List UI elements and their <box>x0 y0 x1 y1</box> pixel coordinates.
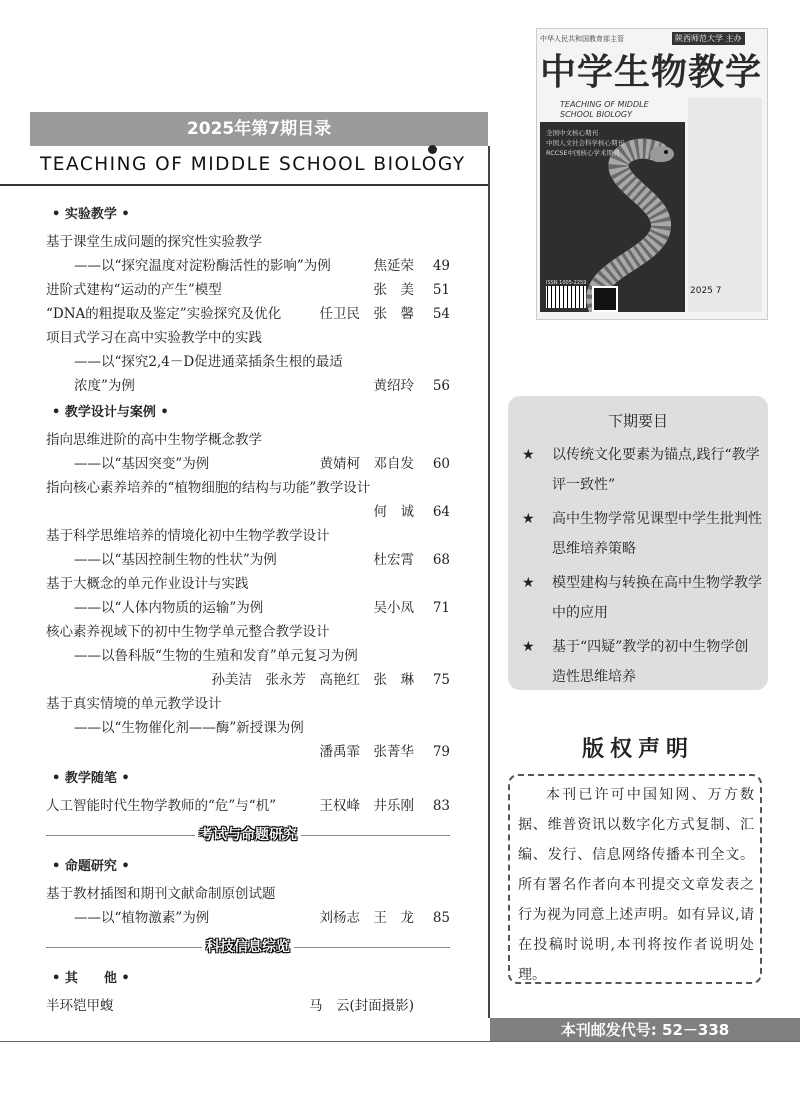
toc-entry <box>46 596 450 620</box>
star-icon: ★ <box>522 575 535 591</box>
cover-issue-label: 2025 7 <box>690 286 722 296</box>
postal-code-band: 本刊邮发代号: 52－338 <box>490 1018 800 1042</box>
toc-entry <box>46 644 450 668</box>
section-heading: • 其 他 • <box>52 971 130 986</box>
toc-entry <box>46 254 450 278</box>
entry-author: 刘杨志 王 龙 <box>319 910 414 926</box>
bottom-rule <box>0 1041 800 1042</box>
entry-author: 王权峰 井乐刚 <box>319 798 414 814</box>
entry-author: 马 云(封面摄影) <box>308 998 414 1014</box>
entry-title: 基于科学思维培养的情境化初中生物学教学设计 <box>46 528 330 544</box>
entry-author: 任卫民 张 馨 <box>319 306 414 322</box>
entry-page: 71 <box>432 600 450 616</box>
entry-page: 79 <box>432 744 450 760</box>
cover-english-line1: TEACHING OF MIDDLE <box>560 100 649 109</box>
toc-entry <box>46 620 450 644</box>
section-heading: • 命题研究 • <box>52 859 130 874</box>
barcode <box>546 286 586 308</box>
next-issue-title: 下期要目 <box>607 412 668 430</box>
entry-page: 60 <box>432 456 450 472</box>
next-issue-item <box>516 504 762 564</box>
entry-title: ——以“探究温度对淀粉酶活性的影响”为例 <box>74 258 331 274</box>
entry-title: 项目式学习在高中实验教学中的实践 <box>46 330 262 346</box>
cover-logo: 中学生物教学 <box>540 51 763 93</box>
toc-entry <box>46 302 450 326</box>
entry-author: 黄绍玲 <box>373 378 414 394</box>
next-issue-list <box>516 440 762 696</box>
entry-page: 56 <box>432 378 450 394</box>
cover-note: 全国中文核心期刊 <box>546 129 598 137</box>
entry-page: 83 <box>432 798 450 814</box>
toc-entry <box>46 452 450 476</box>
entry-title: ——以“基因控制生物的性状”为例 <box>74 552 277 568</box>
entry-page: 75 <box>432 672 450 688</box>
toc-entry <box>46 692 450 716</box>
entry-page: 64 <box>432 504 450 520</box>
section-heading: • 实验教学 • <box>52 207 130 222</box>
entry-author: 何 诚 <box>373 504 414 520</box>
next-issue-text: 以传统文化要素为锚点,践行“教学评一致性” <box>552 447 760 493</box>
entry-page: 68 <box>432 552 450 568</box>
cover-issn: ISSN 1005-2259 <box>546 280 587 286</box>
category-divider <box>46 818 450 852</box>
entry-title: ——以“探究2,4－D促进通菜插条生根的最适 <box>74 354 343 370</box>
section-heading: • 教学设计与案例 • <box>52 405 169 420</box>
toc-entry <box>46 428 450 452</box>
entry-title: “DNA的粗提取及鉴定”实验探究及优化 <box>46 306 282 322</box>
section-heading: • 教学随笔 • <box>52 771 130 786</box>
header-dot <box>428 145 437 154</box>
star-icon: ★ <box>522 511 535 527</box>
star-icon: ★ <box>522 447 535 463</box>
toc-entry <box>46 994 450 1018</box>
entry-title: 指向思维进阶的高中生物学概念教学 <box>46 432 262 448</box>
toc-entry <box>46 230 450 254</box>
issue-title: 2025年第7期目录 <box>186 119 332 139</box>
entry-title: ——以鲁科版“生物的生殖和发育”单元复习为例 <box>74 648 358 664</box>
toc-entry <box>46 524 450 548</box>
entry-author: 焦延荣 <box>373 258 414 274</box>
cover-english-title <box>560 100 649 120</box>
toc-entry <box>46 278 450 302</box>
next-issue-text: 高中生物学常见课型中学生批判性思维培养策略 <box>552 511 762 557</box>
qr-code <box>592 286 618 312</box>
entry-page: 49 <box>432 258 450 274</box>
toc-entry <box>46 572 450 596</box>
cover-publisher: 中华人民共和国教育部主管 <box>540 35 624 43</box>
entry-author: 黄婧柯 邓自发 <box>319 456 414 472</box>
toc-entry <box>46 906 450 930</box>
entry-title: 人工智能时代生物学教师的“危”与“机” <box>46 798 277 814</box>
entry-title: 指向核心素养培养的“植物细胞的结构与功能”教学设计 <box>46 480 371 496</box>
next-issue-item <box>516 632 762 692</box>
cover-note: 中国人文社会科学核心期刊 <box>546 139 624 147</box>
toc-entry <box>46 740 450 764</box>
divider-label: 考试与命题研究 <box>195 824 301 844</box>
cover-badge: 陕西师范大学 主办 <box>672 32 745 45</box>
table-of-contents <box>46 200 450 1018</box>
entry-title: 基于真实情境的单元教学设计 <box>46 696 222 712</box>
next-issue-text: 模型建构与转换在高中生物学教学中的应用 <box>552 575 762 621</box>
toc-entry <box>46 500 450 524</box>
cover-english-line2: SCHOOL BIOLOGY <box>560 110 633 119</box>
column-divider <box>488 146 490 1018</box>
toc-entry <box>46 794 450 818</box>
entry-title: ——以“植物激素”为例 <box>74 910 210 926</box>
english-title: TEACHING OF MIDDLE SCHOOL BIOLOGY <box>40 154 466 175</box>
entry-author: 潘禹霏 张菁华 <box>319 744 414 760</box>
entry-page: 54 <box>432 306 450 322</box>
next-issue-item <box>516 440 762 500</box>
entry-title: 核心素养视域下的初中生物学单元整合教学设计 <box>46 624 330 640</box>
divider-label: 科技信息综览 <box>202 936 294 956</box>
toc-entry <box>46 326 450 350</box>
entry-title: ——以“人体内物质的运输”为例 <box>74 600 264 616</box>
cover-side-panel <box>688 98 762 312</box>
toc-entry <box>46 668 450 692</box>
toc-entry <box>46 374 450 398</box>
entry-author: 吴小凤 <box>373 600 414 616</box>
category-divider <box>46 930 450 964</box>
copyright-text: 本刊已许可中国知网、万方数据、维普资讯以数字化方式复制、汇编、发行、信息网络传播本刊全文。所有署名作者向本刊提交文章发表之行为视为同意上述声明。如有异议,请在投稿时说明,本刊将按作者说明处理。 <box>518 787 754 983</box>
entry-title: 基于大概念的单元作业设计与实践 <box>46 576 249 592</box>
copyright-title: 版权声明 <box>581 737 694 762</box>
toc-entry <box>46 882 450 906</box>
entry-page: 85 <box>432 910 450 926</box>
cover-notes <box>546 128 624 158</box>
entry-title: ——以“基因突变”为例 <box>74 456 210 472</box>
next-issue-item <box>516 568 762 628</box>
toc-entry <box>46 716 450 740</box>
entry-title: ——以“生物催化剂——酶”新授课为例 <box>74 720 304 736</box>
title-underline <box>0 184 488 186</box>
entry-title: 基于课堂生成问题的探究性实验教学 <box>46 234 262 250</box>
star-icon: ★ <box>522 639 535 655</box>
entry-title: 基于教材插图和期刊文献命制原创试题 <box>46 886 276 902</box>
entry-title: 半环铠甲蝮 <box>46 998 114 1014</box>
cover-note: RCCSE中国核心学术期刊 <box>546 149 620 157</box>
entry-title: 进阶式建构“运动的产生”模型 <box>46 282 222 298</box>
next-issue-text: 基于“四疑”教学的初中生物学创造性思维培养 <box>552 639 749 685</box>
toc-entry <box>46 476 450 500</box>
entry-author: 张 美 <box>373 282 414 298</box>
entry-page: 51 <box>432 282 450 298</box>
entry-title: 浓度”为例 <box>74 378 135 394</box>
entry-author: 杜宏霄 <box>373 552 414 568</box>
toc-entry <box>46 548 450 572</box>
entry-author: 孙美洁 张永芳 高艳红 张 琳 <box>211 672 414 688</box>
toc-entry <box>46 350 450 374</box>
